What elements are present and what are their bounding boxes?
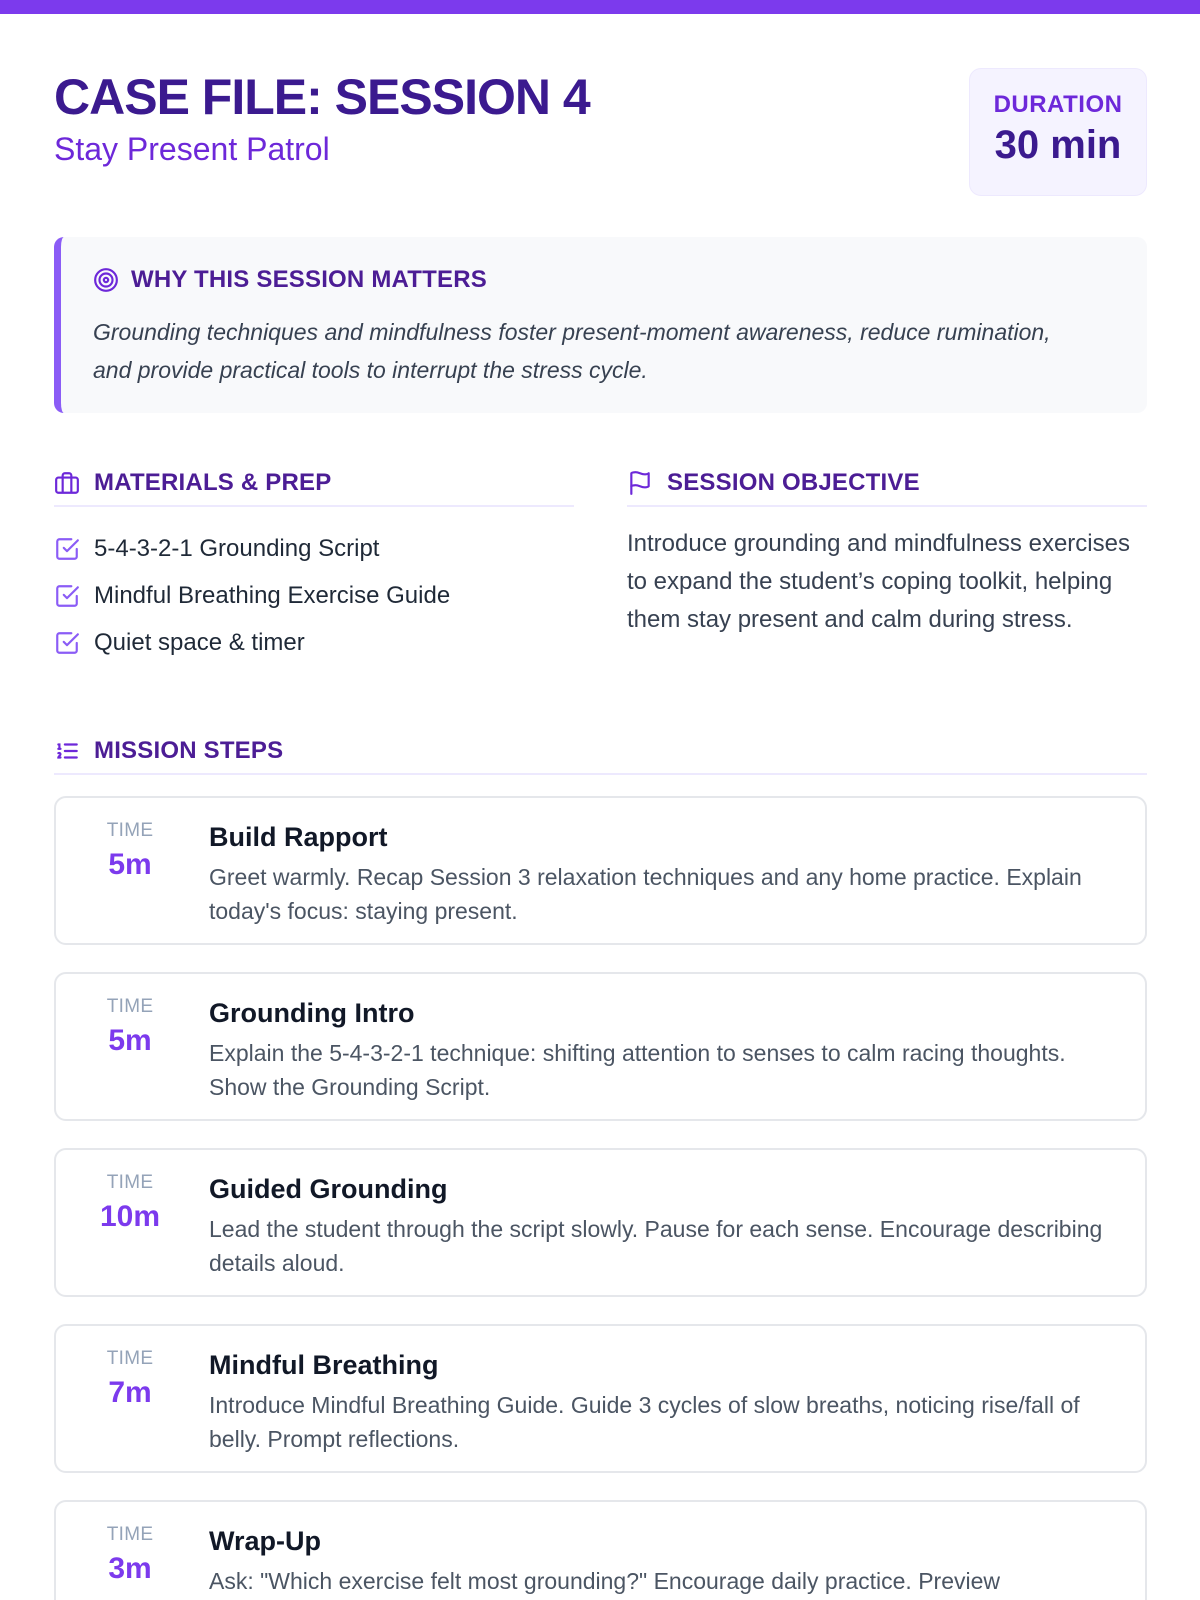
step-time-label: TIME	[106, 820, 154, 841]
step-time-label: TIME	[106, 1172, 154, 1193]
step-card	[54, 1324, 1147, 1473]
list-ordered-icon	[54, 738, 80, 764]
step-description: Greet warmly. Recap Session 3 relaxation techniques and any home practice. Explain today's focus: staying present.	[209, 864, 1082, 924]
list-item	[54, 525, 574, 572]
materials-heading: MATERIALS & PREP	[94, 469, 332, 496]
page-title: CASE FILE: SESSION 4	[54, 69, 590, 125]
target-icon	[93, 267, 119, 293]
objective-heading-row	[627, 467, 1147, 507]
step-title: Grounding Intro	[209, 998, 415, 1028]
step-time-value: 5m	[108, 848, 152, 881]
duration-label: DURATION	[993, 91, 1123, 118]
duration-badge	[969, 68, 1147, 196]
why-heading-row	[93, 265, 487, 295]
step-description: Explain the 5-4-3-2-1 technique: shifting attention to senses to calm racing thoughts. Show the Grounding Script.	[209, 1040, 1066, 1100]
material-label: Quiet space & timer	[94, 628, 305, 656]
mission-steps-list	[54, 796, 1147, 1600]
material-label: 5-4-3-2-1 Grounding Script	[94, 534, 380, 562]
step-time-value: 5m	[108, 1024, 152, 1057]
flag-icon	[627, 470, 653, 496]
step-title: Guided Grounding	[209, 1174, 448, 1204]
why-session-matters-panel	[54, 237, 1147, 413]
step-card	[54, 1500, 1147, 1600]
list-item	[54, 572, 574, 619]
step-time-label: TIME	[106, 996, 154, 1017]
page-subtitle: Stay Present Patrol	[54, 131, 330, 167]
step-description: Ask: "Which exercise felt most grounding?" Encourage daily practice. Preview	[209, 1568, 1001, 1594]
list-item	[54, 619, 574, 666]
top-accent-bar	[0, 0, 1200, 14]
why-text: Grounding techniques and mindfulness foster present-moment awareness, reduce rumination, and provide practical tools to interrupt the stress cycle.	[93, 319, 1051, 383]
checkbox-checked-icon	[54, 583, 80, 609]
step-title: Mindful Breathing	[209, 1350, 439, 1380]
materials-section	[54, 467, 574, 666]
step-time-label: TIME	[106, 1348, 154, 1369]
page-header	[54, 66, 1147, 198]
duration-value: 30 min	[994, 123, 1122, 167]
objective-text: Introduce grounding and mindfulness exercises to expand the student’s coping toolkit, helping them stay present and calm during stress.	[627, 530, 1130, 633]
step-time-value: 7m	[108, 1376, 152, 1409]
mission-steps-heading-row	[54, 729, 1147, 775]
briefcase-icon	[54, 470, 80, 496]
material-label: Mindful Breathing Exercise Guide	[94, 581, 451, 609]
step-title: Wrap-Up	[209, 1526, 321, 1556]
objective-heading: SESSION OBJECTIVE	[667, 469, 920, 496]
checkbox-checked-icon	[54, 536, 80, 562]
materials-list	[54, 525, 574, 666]
step-description: Introduce Mindful Breathing Guide. Guide 3 cycles of slow breaths, noticing rise/fall of belly. Prompt reflections.	[209, 1392, 1080, 1452]
step-card	[54, 972, 1147, 1121]
step-card	[54, 796, 1147, 945]
step-time-label: TIME	[106, 1524, 154, 1545]
step-title: Build Rapport	[209, 822, 388, 852]
step-card	[54, 1148, 1147, 1297]
step-description: Lead the student through the script slowly. Pause for each sense. Encourage describing details aloud.	[209, 1216, 1103, 1276]
objective-section	[627, 467, 1147, 639]
checkbox-checked-icon	[54, 630, 80, 656]
materials-heading-row	[54, 467, 574, 507]
step-time-value: 10m	[99, 1200, 161, 1233]
step-time-value: 3m	[108, 1552, 152, 1585]
mission-steps-heading: MISSION STEPS	[94, 737, 284, 764]
why-heading: WHY THIS SESSION MATTERS	[131, 266, 487, 293]
